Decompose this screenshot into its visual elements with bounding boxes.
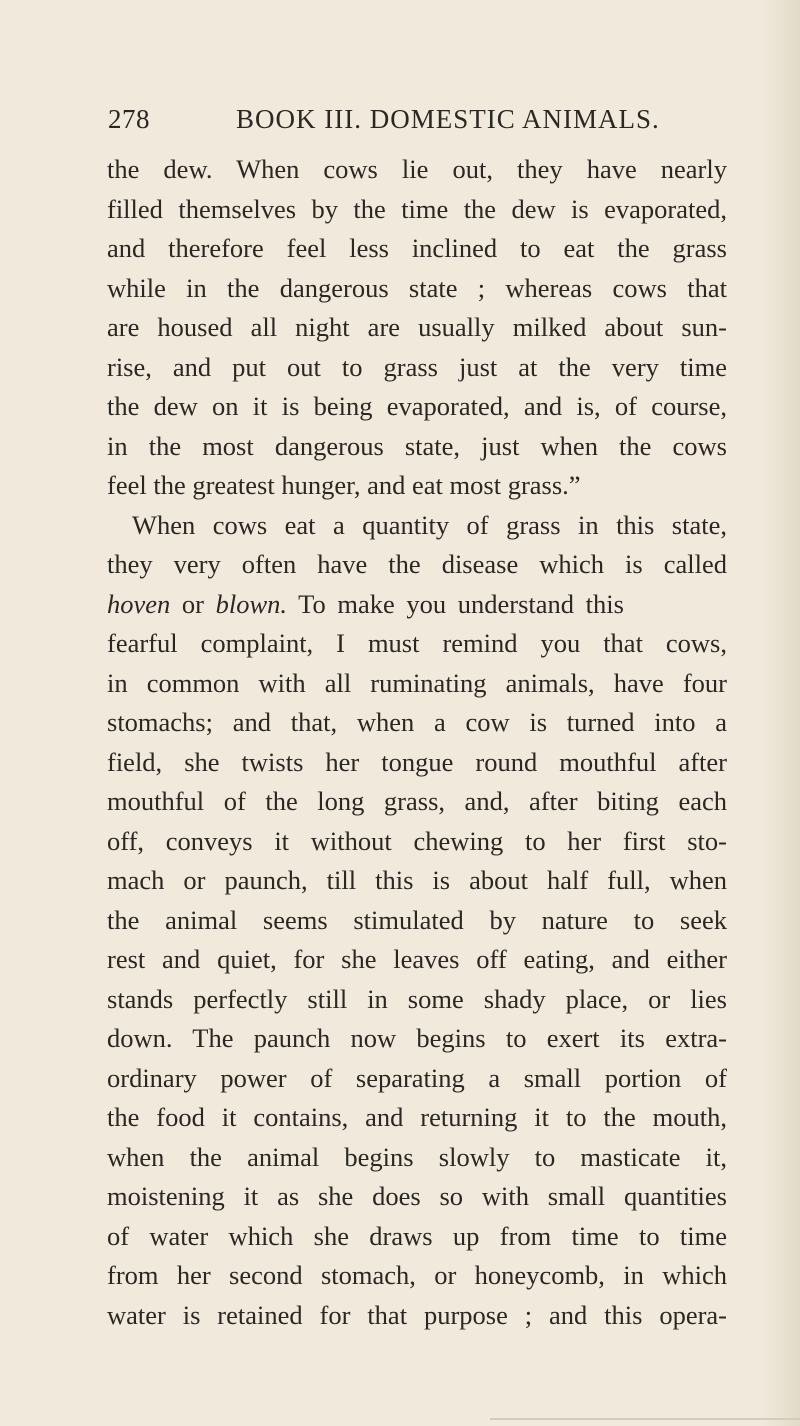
- running-head: BOOK III. DOMESTIC ANIMALS.: [236, 104, 660, 134]
- text-line-19: mach or paunch, till this is about half full, when: [107, 865, 727, 895]
- text-line-20: the animal seems stimulated by nature to seek: [107, 904, 727, 935]
- text-line-2: filled themselves by the time the dew is evaporated,: [107, 193, 727, 224]
- page-header: [108, 104, 708, 144]
- page-edge-shadow: [760, 0, 800, 1426]
- text-line-21: rest and quiet, for she leaves off eating, and either: [107, 944, 727, 974]
- text-line-1: the dew. When cows lie out, they have nearly: [107, 154, 727, 184]
- text-line-24: ordinary power of separating a small portion of: [107, 1062, 727, 1093]
- text-line-27: moistening it as she does so with small quantities: [107, 1181, 727, 1211]
- text-line-17: mouthful of the long grass, and, after biting each: [107, 786, 727, 816]
- text-line-26: when the animal begins slowly to masticate it,: [107, 1141, 727, 1172]
- term-blown: blown.: [215, 588, 288, 619]
- page-bottom-edge: [490, 1418, 800, 1420]
- text-line-30: water is retained for that purpose ; and this opera-: [107, 1299, 727, 1330]
- text-line-14: in common with all ruminating animals, have four: [107, 667, 727, 698]
- text-line-16: field, she twists her tongue round mouthful after: [107, 746, 727, 777]
- text-line-9: feel the greatest hunger, and eat most grass.”: [107, 470, 581, 500]
- text-line-10: When cows eat a quantity of grass in this state,: [132, 509, 727, 540]
- text-line-8: in the most dangerous state, just when the cows: [107, 430, 727, 461]
- text-line-3: and therefore feel less inclined to eat the grass: [107, 233, 727, 263]
- body-text: [107, 150, 727, 1335]
- text-line-28: of water which she draws up from time to time: [107, 1220, 727, 1251]
- term-connector: or: [170, 588, 216, 619]
- text-line-11: they very often have the disease which is called: [107, 549, 727, 579]
- text-line-6: rise, and put out to grass just at the very time: [107, 351, 727, 382]
- text-line-4: while in the dangerous state ; whereas cows that: [107, 272, 727, 303]
- text-line-22: stands perfectly still in some shady place, or lies: [107, 983, 727, 1014]
- page-number: 278: [108, 104, 150, 134]
- text-line-12: [107, 585, 727, 625]
- term-hoven: hoven: [107, 588, 171, 619]
- text-line-7: the dew on it is being evaporated, and is, of course,: [107, 391, 727, 421]
- text-line-12-rest: To make you understand this: [287, 588, 624, 619]
- text-line-15: stomachs; and that, when a cow is turned into a: [107, 707, 727, 737]
- text-line-18: off, conveys it without chewing to her first sto-: [107, 825, 727, 856]
- text-line-5: are housed all night are usually milked about sun-: [107, 312, 727, 342]
- text-line-23: down. The paunch now begins to exert its extra-: [107, 1023, 727, 1053]
- text-line-13: fearful complaint, I must remind you that cows,: [107, 628, 727, 658]
- text-line-29: from her second stomach, or honeycomb, in which: [107, 1260, 727, 1290]
- text-line-25: the food it contains, and returning it to the mouth,: [107, 1102, 727, 1132]
